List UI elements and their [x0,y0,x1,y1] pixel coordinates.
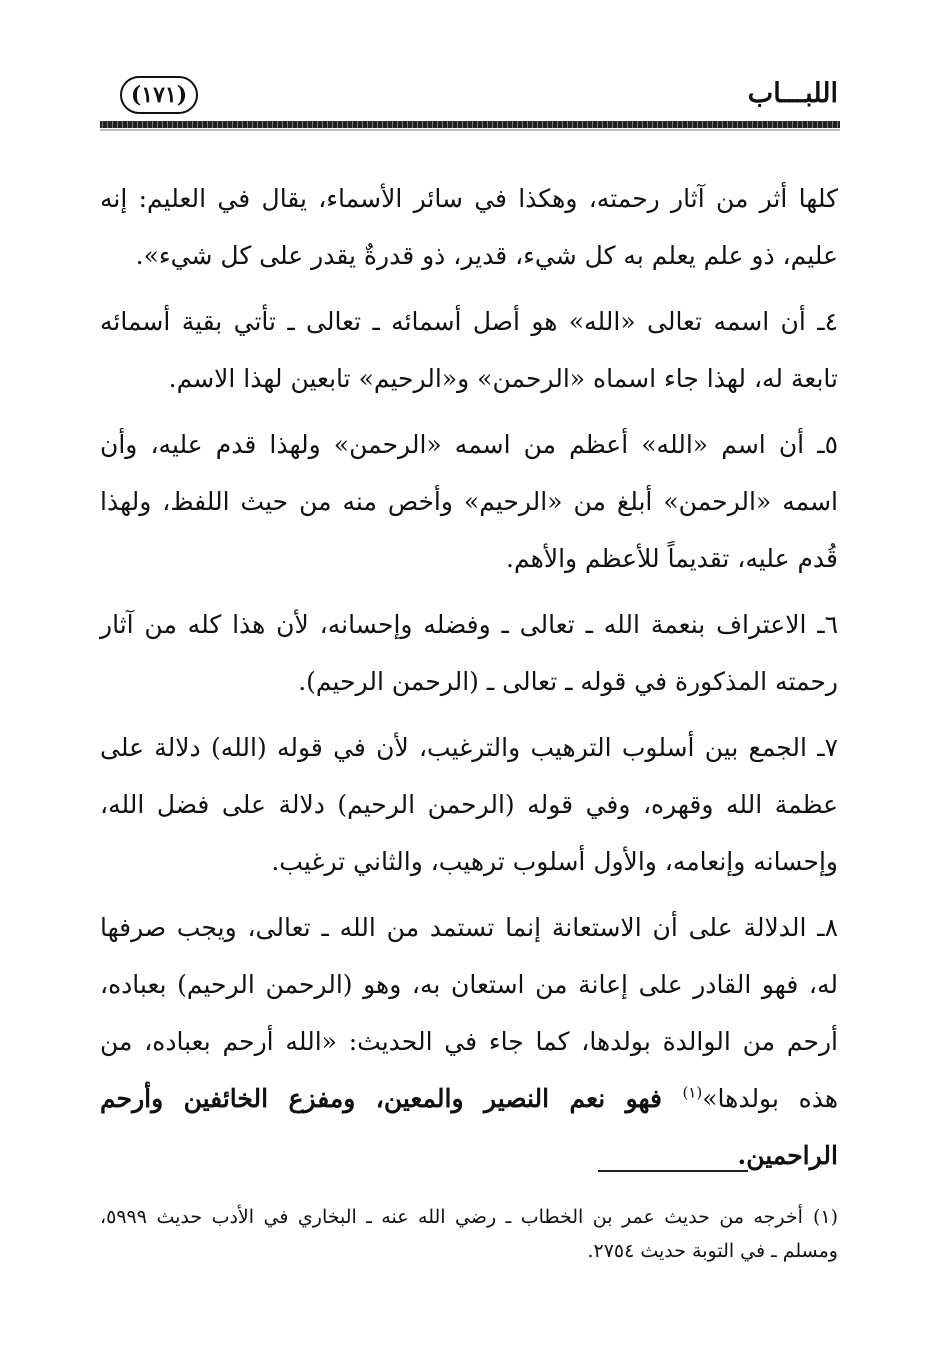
paragraph: ٤ـ أن اسمه تعالى «الله» هو أصل أسمائه ـ تعالى ـ تأتي بقية أسمائه تابعة له، لهذا جاء اسماه «الرحمن» و«الرحيم» تابعين لهذا الاسم. [100,307,838,393]
paragraph: كلها أثر من آثار رحمته، وهكذا في سائر الأسماء، يقال في العليم: إنه عليم، ذو علم يعلم به كل شيء، قدير، ذو قدرةٌ يقدر على كل شيء». [100,184,838,270]
body-text [100,170,838,1193]
page-number: (١٧١) [120,76,198,114]
footnote-text: أخرجه من حديث عمر بن الخطاب ـ رضي الله عنه ـ البخاري في الأدب حديث ٥٩٩٩، ومسلم ـ في التوبة حديث ٢٧٥٤. [100,1206,838,1262]
paragraph: ٥ـ أن اسم «الله» أعظم من اسمه «الرحمن» ولهذا قدم عليه، وأن اسمه «الرحمن» أبلغ من «الرحيم» وأخص منه من حيث اللفظ، ولهذا قُدم عليه، تقديماً للأعظم والأهم. [100,430,838,573]
paragraph-last [100,899,838,1184]
running-title: اللبـــاب [747,78,838,109]
page-header [100,62,838,122]
paragraph: ٧ـ الجمع بين أسلوب الترهيب والترغيب، لأن في قوله (الله) دلالة على عظمة الله وقهره، وفي قوله (الرحمن الرحيم) دلالة على فضل الله، وإحسانه وإنعامه، والأول أسلوب ترهيب، والثاني ترغيب. [100,733,838,876]
footnote-number: (١) [812,1206,838,1228]
footnote-divider [598,1170,748,1172]
footnote-reference[interactable]: (١) [682,1083,703,1102]
paragraph-last-emphasis: فهو نعم النصير والمعين، ومفزع الخائفين وأرحم الراحمين. [100,1084,838,1170]
paragraph: ٦ـ الاعتراف بنعمة الله ـ تعالى ـ وفضله وإحسانه، لأن هذا كله من آثار رحمته المذكورة في قوله ـ تعالى ـ (الرحمن الرحيم). [100,610,838,696]
footnote [100,1200,838,1268]
header-rule-thin [100,129,840,131]
header-rule [100,121,840,128]
paragraph-last-text: ٨ـ الدلالة على أن الاستعانة إنما تستمد من الله ـ تعالى، ويجب صرفها له، فهو القادر على إعانة من استعان به، وهو (الرحمن الرحيم) بعباده، أرحم من الوالدة بولدها، كما جاء في الحديث: «الله أرحم بعباده، من هذه بولدها» [100,913,838,1113]
